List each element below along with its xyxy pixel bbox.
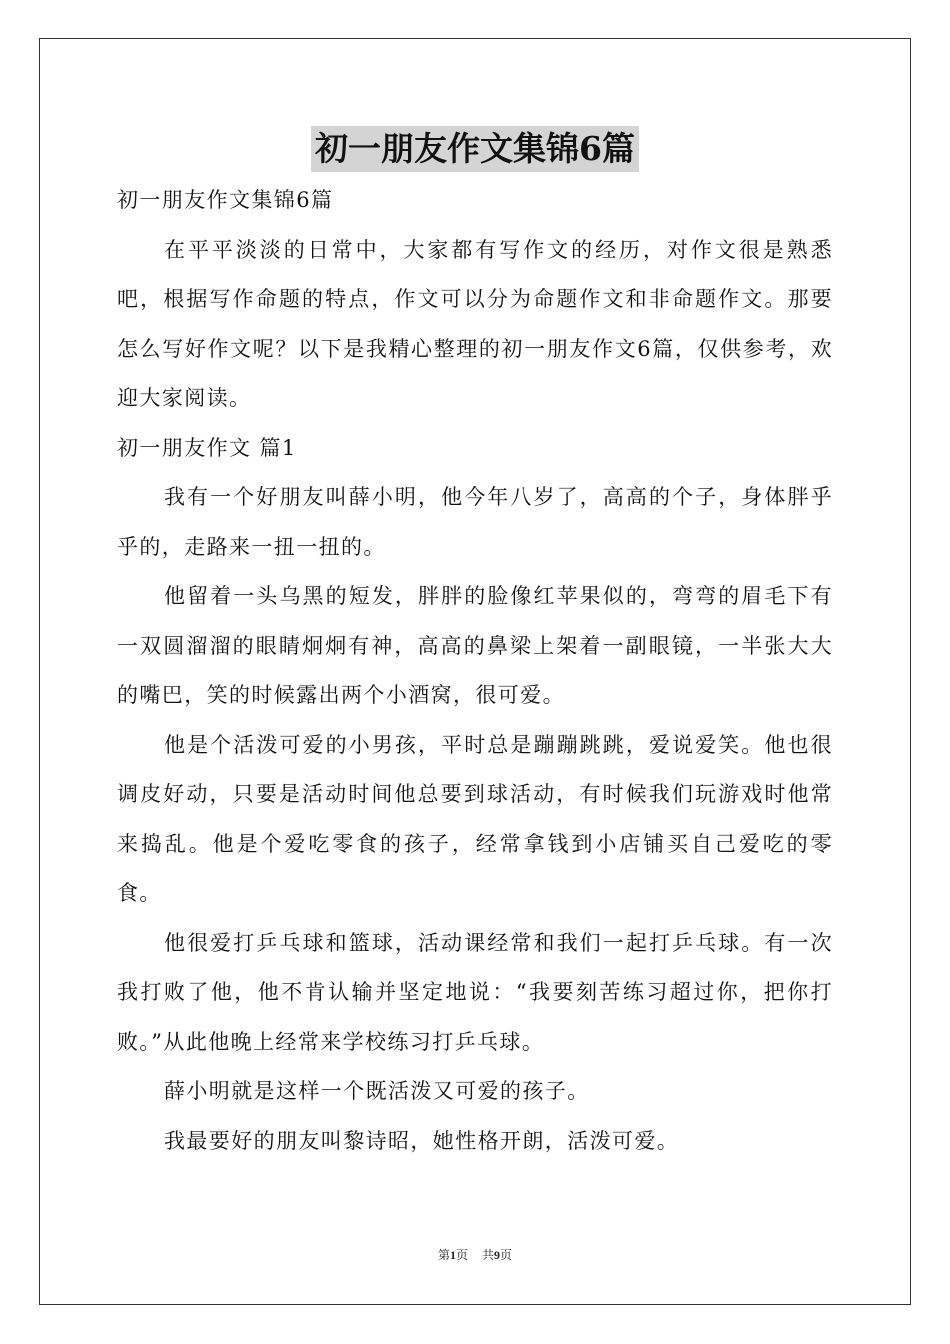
page-prefix: 第: [437, 1248, 450, 1262]
body-paragraph: 我有一个好朋友叫薛小明，他今年八岁了，高高的个子，身体胖乎乎的，走路来一扭一扭的。: [117, 485, 833, 559]
intro-paragraph: 在平平淡淡的日常中，大家都有写作文的经历，对作文很是熟悉吧，根据写作命题的特点，作文可以分为命题作文和非命题作文。那要怎么写好作文呢？以下是我精心整理的初一朋友作文6篇，仅供参考，欢迎大家阅读。: [117, 237, 833, 410]
body-paragraph: 我最要好的朋友叫黎诗昭，她性格开朗，活泼可爱。: [164, 1128, 680, 1153]
body-paragraph: 他是个活泼可爱的小男孩，平时总是蹦蹦跳跳，爱说爱笑。他也很调皮好动，只要是活动时间他总要到球活动，有时候我们玩游戏时他常来捣乱。他是个爱吃零食的孩子，经常拿钱到小店铺买自己爱吃的零食。: [117, 732, 833, 905]
document-body: [117, 176, 833, 1166]
document-subtitle: 初一朋友作文集锦6篇: [117, 188, 334, 212]
page-footer: [0, 1246, 950, 1263]
total-prefix: 共: [482, 1248, 495, 1262]
total-pages: 9: [494, 1248, 501, 1262]
body-paragraph: 他很爱打乒乓球和篮球，活动课经常和我们一起打乒乓球。有一次我打败了他，他不肯认输并坚定地说：“我要刻苦练习超过你，把你打败。”从此他晚上经常来学校练习打乒乓球。: [117, 930, 833, 1054]
section-heading: 初一朋友作文 篇1: [117, 435, 297, 460]
title-container: [0, 126, 950, 172]
total-suffix: 页: [500, 1248, 513, 1262]
body-paragraph: 薛小明就是这样一个既活泼又可爱的孩子。: [164, 1079, 590, 1103]
document-title: 初一朋友作文集锦6篇: [311, 126, 639, 172]
page-number: 1: [449, 1248, 456, 1262]
body-paragraph: 他留着一头乌黑的短发，胖胖的脸像红苹果似的，弯弯的眉毛下有一双圆溜溜的眼睛炯炯有神，高高的鼻梁上架着一副眼镜，一半张大大的嘴巴，笑的时候露出两个小酒窝，很可爱。: [117, 584, 833, 707]
page-suffix: 页: [455, 1248, 468, 1262]
